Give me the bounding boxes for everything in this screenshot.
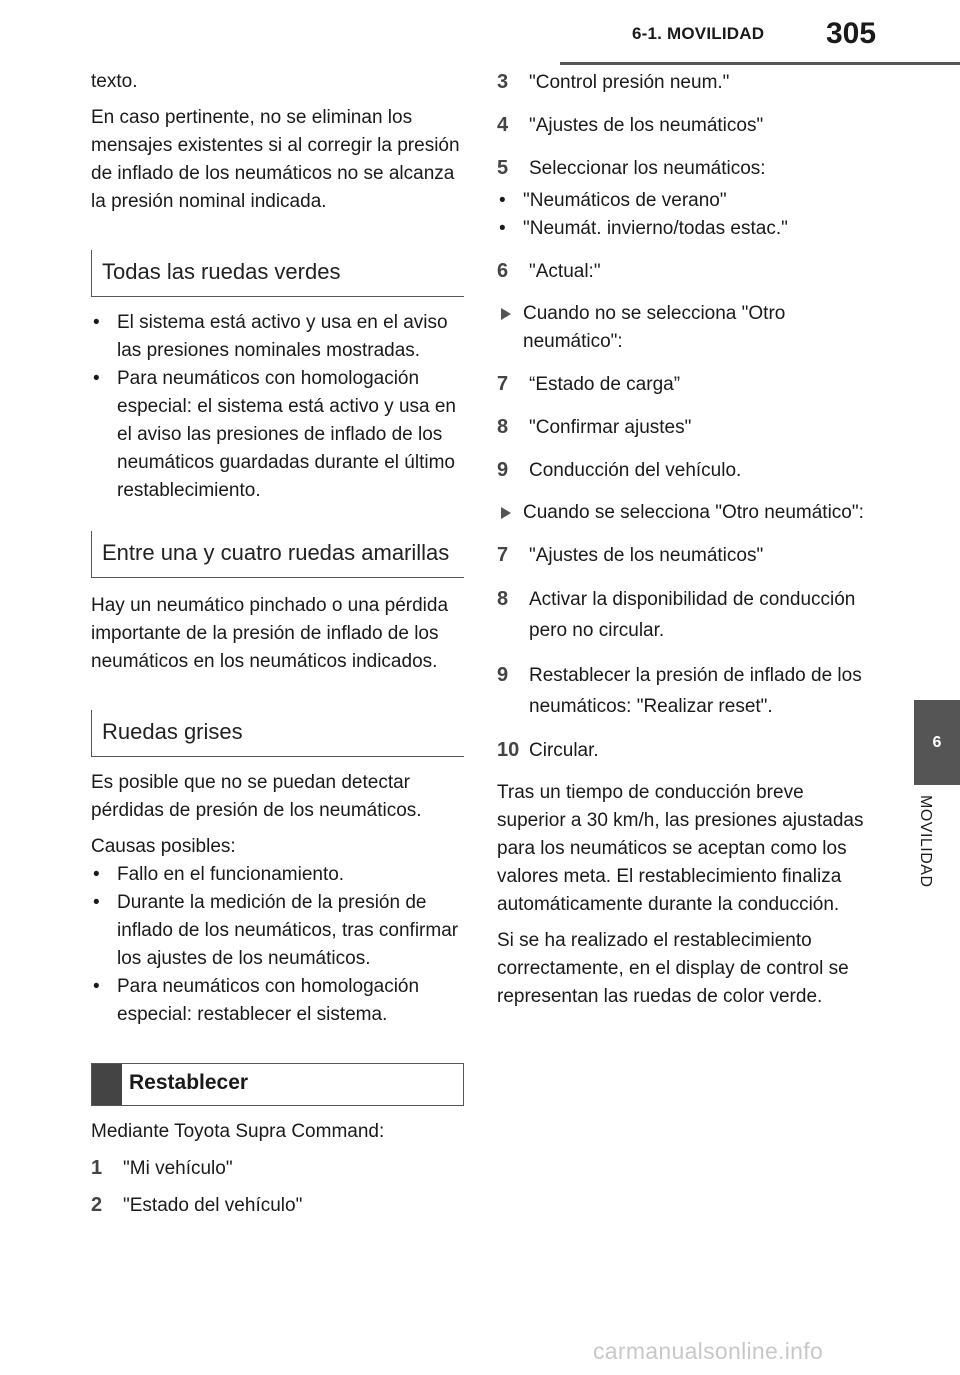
section-heading-green — [91, 250, 464, 297]
arrow-right-icon — [501, 308, 511, 320]
step-number: 5 — [497, 157, 509, 179]
causes-list — [91, 861, 464, 1029]
paragraph: En caso pertinente, no se eliminan los mensajes existentes si al corregir la presión de inflado de los neumáticos no se alcanza la presión nominal indicada. — [91, 107, 460, 212]
step-number: 7 — [497, 373, 509, 395]
right-column — [497, 68, 867, 1011]
step-number: 4 — [497, 114, 509, 136]
step-text: "Mi vehículo" — [123, 1158, 233, 1179]
list-item: • "Neumáticos de verano" — [497, 187, 867, 215]
paragraph: Es posible que no se puedan detectar pérdidas de presión de los neumáticos. — [91, 772, 422, 821]
step-text: "Ajustes de los neumáticos" — [529, 115, 764, 136]
step-text: Conducción del vehículo. — [529, 460, 742, 481]
arrow-right-icon — [501, 507, 511, 519]
tire-options-list — [497, 187, 867, 243]
step-item — [497, 660, 867, 722]
step-text: "Control presión neum." — [529, 72, 730, 93]
page-number: 305 — [826, 17, 877, 50]
list-item: • "Neumát. invierno/todas estac." — [497, 215, 867, 243]
step-item — [91, 1191, 464, 1220]
paragraph: Causas posibles: — [91, 836, 236, 857]
step-text: Seleccionar los neumáticos: — [529, 158, 766, 179]
step-item — [497, 584, 867, 646]
list-item: • El sistema está activo y usa en el aviso las presiones nominales mostradas. — [91, 309, 464, 365]
section-heading-yellow — [91, 531, 464, 578]
step-number: 9 — [497, 459, 509, 481]
header-rule — [560, 62, 960, 65]
step-text: Restablecer la presión de inflado de los neumáticos: "Realizar reset". — [529, 665, 862, 717]
step-number: 10 — [497, 739, 520, 761]
section-heading-text: Todas las ruedas verdes — [102, 259, 341, 284]
step-item — [497, 736, 867, 765]
step-text: "Estado del vehículo" — [123, 1195, 303, 1216]
chapter-tab[interactable]: 6 — [914, 700, 960, 785]
section-heading-text: Ruedas grises — [102, 719, 243, 744]
list-item: • Para neumáticos con homologación especial: el sistema está activo y usa en el aviso las presiones de inflado de los neumáticos guardadas durante el último restablecimiento. — [91, 365, 464, 505]
step-number: 7 — [497, 544, 509, 566]
step-number: 6 — [497, 260, 509, 282]
condition-text: Cuando no se selecciona "Otro neumático": — [523, 303, 786, 352]
chapter-label-text: MOVILIDAD — [917, 795, 934, 888]
section-heading-text: Entre una y cuatro ruedas amarillas — [102, 540, 450, 565]
paragraph: Hay un neumático pinchado o una pérdida importante de la presión de inflado de los neumáticos en los neumáticos indicados. — [91, 595, 449, 672]
step-item — [497, 111, 867, 140]
step-text: “Estado de carga” — [529, 374, 681, 395]
step-number: 2 — [91, 1194, 103, 1216]
step-text: "Actual:" — [529, 261, 601, 282]
section-heading-text: Restablecer — [129, 1071, 249, 1094]
condition-item — [497, 499, 867, 527]
step-item — [497, 413, 867, 442]
step-text: Circular. — [529, 740, 599, 761]
step-number: 3 — [497, 71, 509, 93]
condition-text: Cuando se selecciona "Otro neumático": — [523, 502, 864, 523]
step-item — [497, 154, 867, 183]
step-number: 9 — [497, 664, 509, 686]
step-item — [497, 456, 867, 485]
footer-watermark: carmanualsonline.info — [593, 1338, 824, 1364]
step-text: Activar la disponibilidad de conducción pero no circular. — [529, 589, 856, 641]
paragraph: Mediante Toyota Supra Command: — [91, 1121, 385, 1142]
page-header-title: 6-1. MOVILIDAD — [632, 24, 765, 43]
step-text: "Confirmar ajustes" — [529, 417, 692, 438]
list-item: • Para neumáticos con homologación especial: restablecer el sistema. — [91, 973, 464, 1029]
left-column — [91, 68, 464, 1220]
step-item — [497, 541, 867, 570]
section-heading-grey — [91, 710, 464, 757]
step-number: 8 — [497, 416, 509, 438]
step-text: "Ajustes de los neumáticos" — [529, 545, 764, 566]
paragraph: Tras un tiempo de conducción breve superior a 30 km/h, las presiones ajustadas para los neumáticos se aceptan como los valores meta. El restablecimiento finaliza automáticamente durante la conducción. — [497, 782, 864, 915]
paragraph: Si se ha realizado el restablecimiento correctamente, en el display de control se representan las ruedas de color verde. — [497, 930, 849, 1007]
condition-item — [497, 300, 867, 356]
list-item: • Fallo en el funcionamiento. — [91, 861, 464, 889]
step-item — [497, 257, 867, 286]
step-item — [497, 68, 867, 97]
step-number: 8 — [497, 588, 509, 610]
step-item — [497, 370, 867, 399]
step-item — [91, 1154, 464, 1183]
section-heading-reset — [91, 1063, 464, 1106]
list-item: • Durante la medición de la presión de inflado de los neumáticos, tras confirmar los ajustes de los neumáticos. — [91, 889, 464, 973]
step-number: 1 — [91, 1157, 103, 1179]
paragraph: texto. — [91, 71, 138, 92]
chapter-side-label — [908, 795, 958, 925]
green-bullet-list — [91, 309, 464, 505]
heading-dark-block — [92, 1064, 122, 1105]
